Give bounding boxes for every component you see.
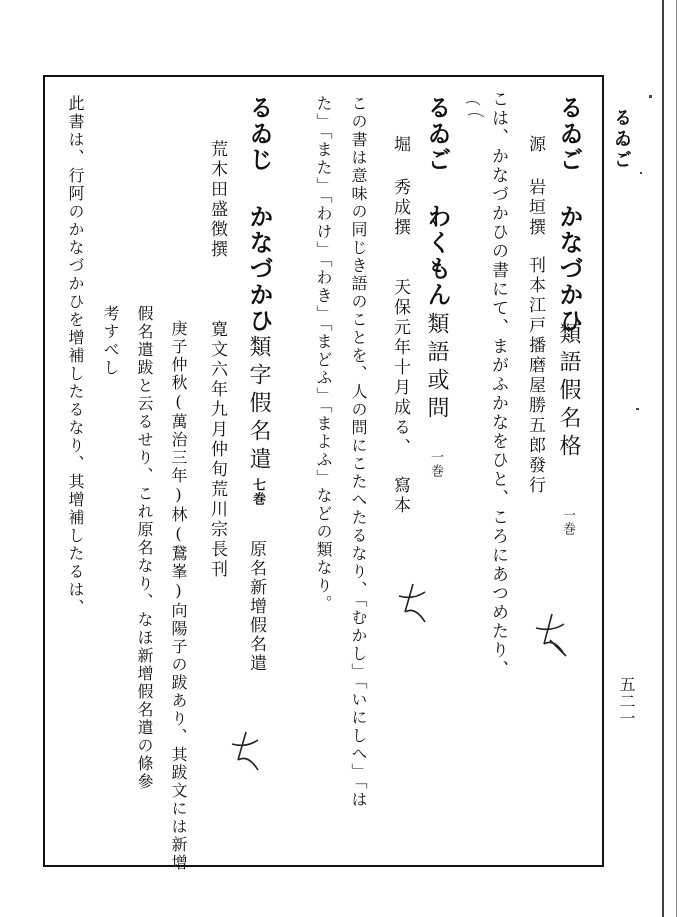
scan-speck <box>649 95 652 98</box>
entry-author: 荒木田盛徴撰 <box>207 140 227 260</box>
author-name: 堀 秀成撰 <box>390 135 410 238</box>
author-name: 源 岩垣撰 <box>525 135 545 238</box>
scan-speck <box>636 408 639 410</box>
entry-description: 假名遣跋と云るせり、これ原名なり、なほ新增假名遣の條參 <box>135 305 154 791</box>
handwritten-mark <box>228 728 264 776</box>
handwritten-mark <box>395 580 431 628</box>
entry-heading: るゐじ かなづかひ <box>245 95 274 334</box>
entry-description: こは、かなづかひの書にて、まがふかなをひと、ころにあつめたり、 <box>488 90 508 679</box>
entry-publisher: 天保元年十月成る、 <box>390 278 410 458</box>
entry-volumes: 一巻 <box>428 450 443 478</box>
entry-alt-title: 原名新增假名遣 <box>246 540 266 673</box>
entry-publisher: 刊本江戸播磨屋勝五郎發行 <box>525 256 545 496</box>
entry-description: た」「また」「わけ」「わき」「まどふ」「まよふ」などの類なり。 <box>314 95 333 613</box>
running-header: るゐご <box>611 108 632 171</box>
entry-volumes: 七巻 <box>250 478 265 506</box>
entry-volumes: 一巻 <box>560 508 575 536</box>
entry-title: 類語假名格 <box>556 322 581 462</box>
entry-heading: るゐご わくもん <box>423 95 452 308</box>
entry-heading: るゐご かなづかひ <box>555 95 584 334</box>
entry-title: 類字假名遣 <box>246 335 271 475</box>
entry-publisher: 寛文六年九月仲旬荒川宗長刊 <box>207 320 227 580</box>
entry-author <box>526 135 543 496</box>
scan-speck <box>640 172 642 174</box>
page-edge-line <box>662 0 664 917</box>
entry-description: 庚子仲秋(萬治三年)林(鵞峯)向陽子の跋あり、其跋文には新增 <box>169 320 188 872</box>
entry-description: この書は意味の同じき語のことを、人の問にこたへたるなり、「むかし」「いにしへ」「は <box>349 95 368 809</box>
handwritten-mark <box>460 95 490 125</box>
entry-title: 類語或問 <box>424 312 449 424</box>
page-number: 五二一 <box>617 676 636 727</box>
page-edge-line <box>676 0 677 917</box>
copy-type: 寫本 <box>390 476 410 516</box>
entry-author-line <box>391 135 408 516</box>
handwritten-mark <box>530 610 570 660</box>
entry-description: 此書は、行阿のかなづかひを增補したるなり、其增補したるは、 <box>66 95 85 617</box>
entry-description: 考すべし <box>101 305 120 377</box>
